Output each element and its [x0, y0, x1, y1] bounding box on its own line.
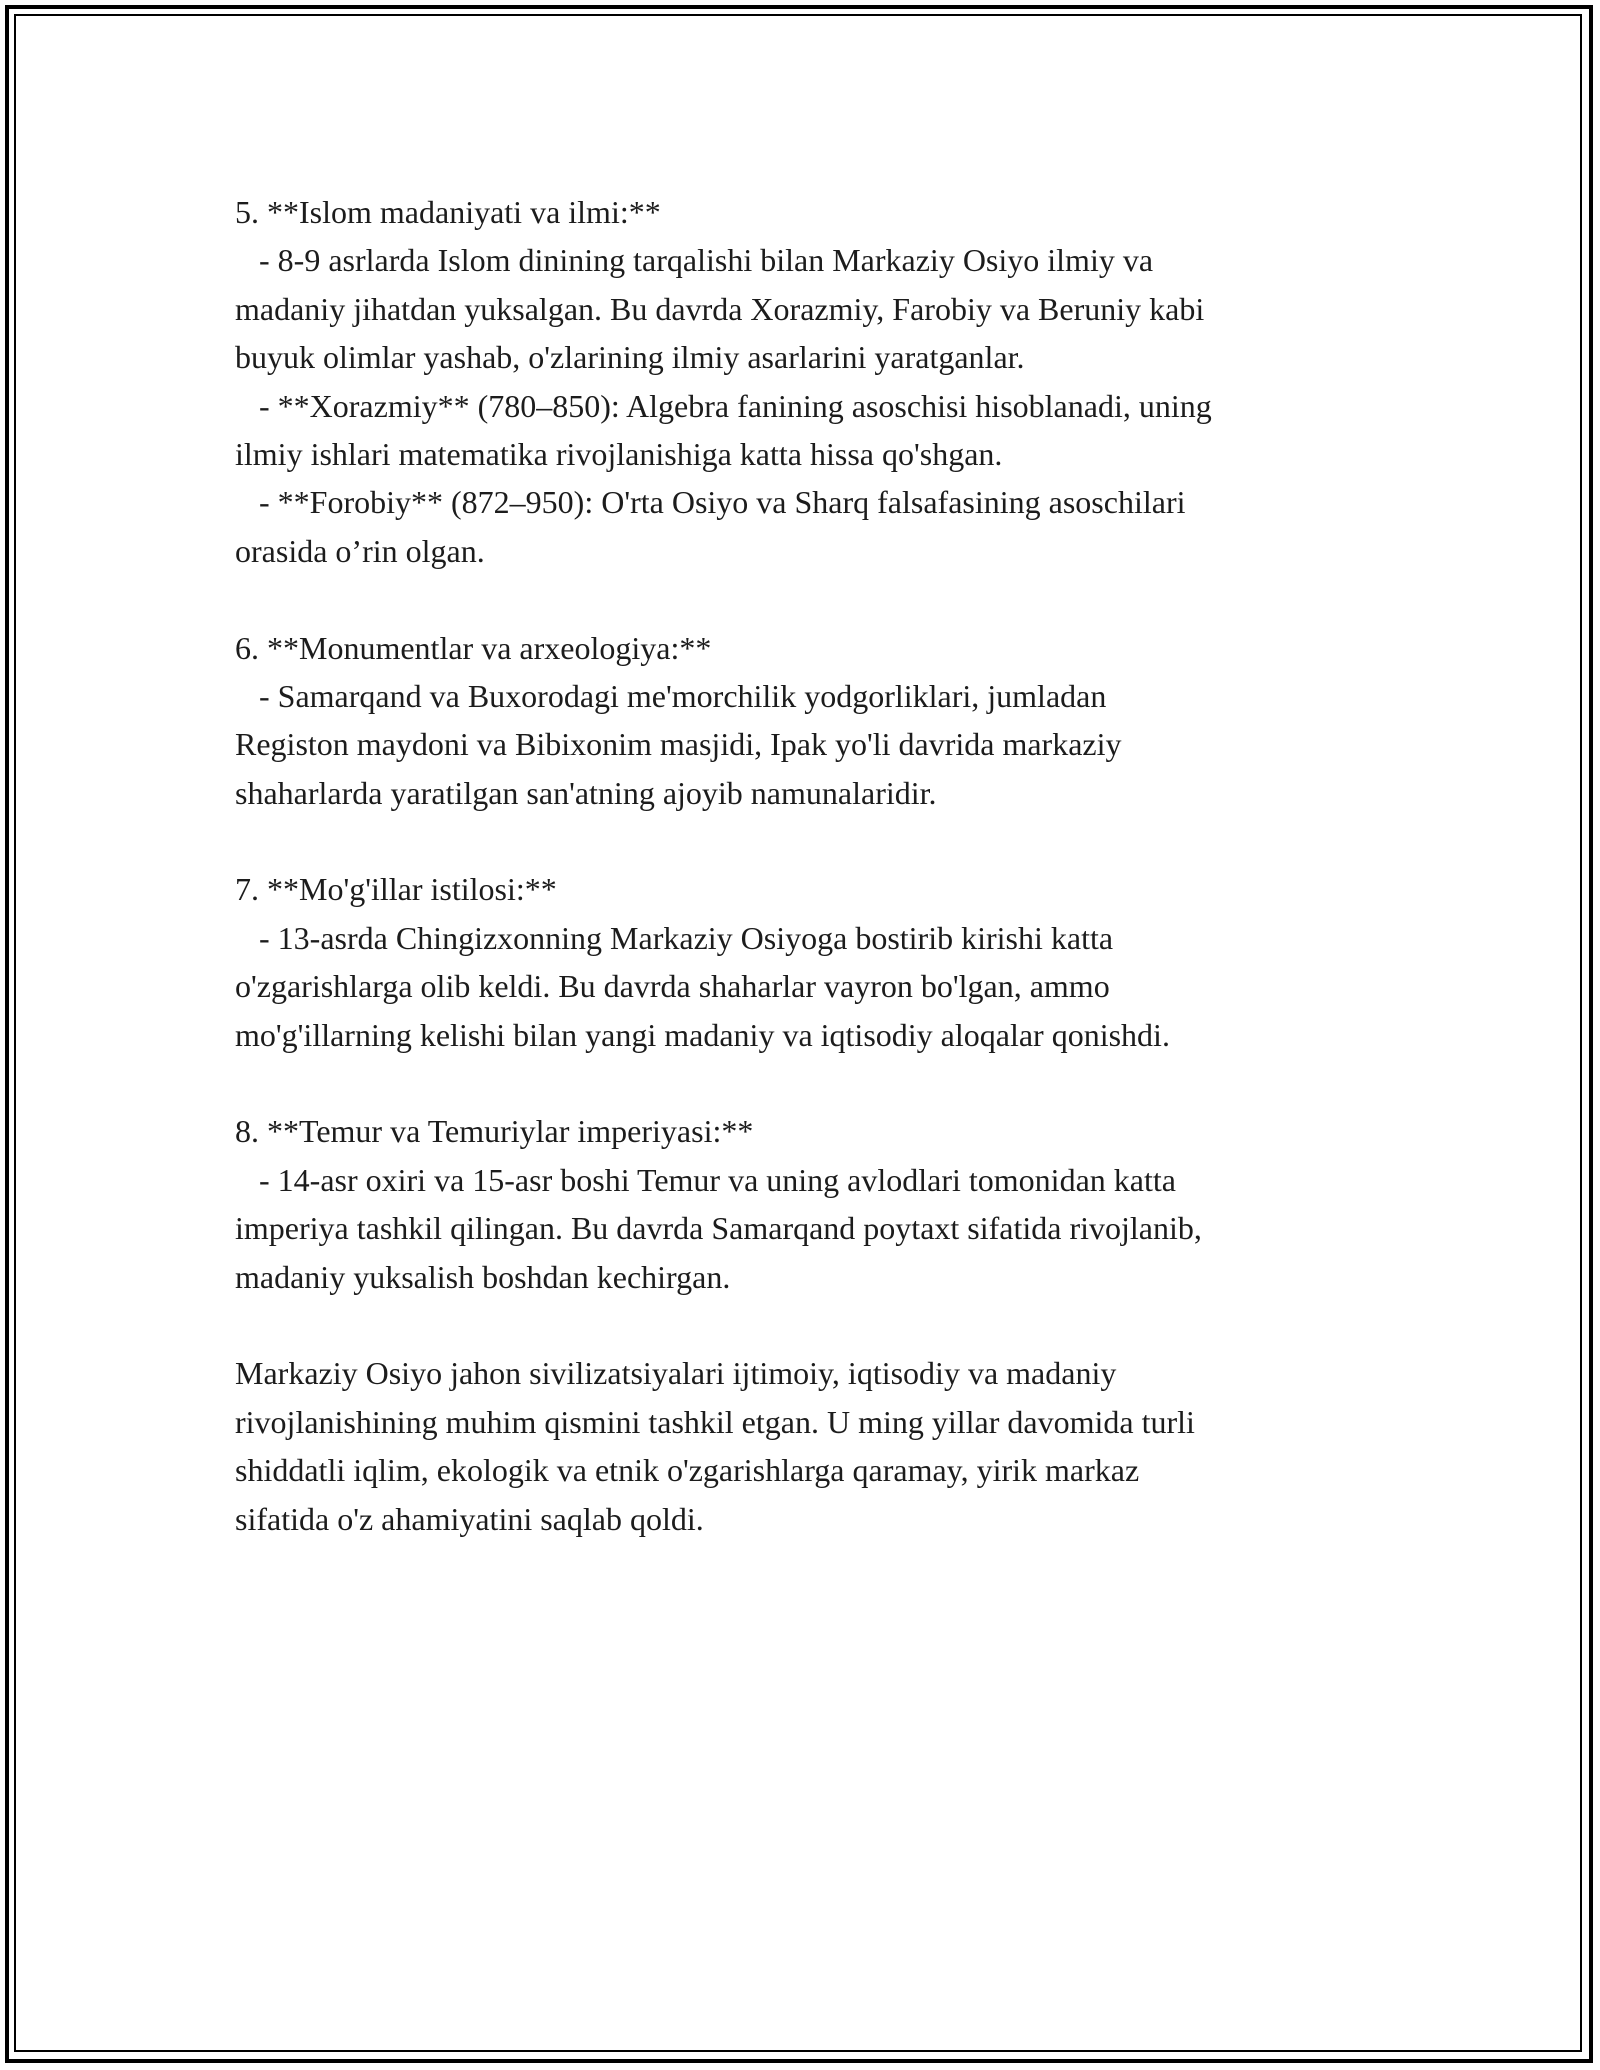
- text-line: - 14-asr oxiri va 15-asr boshi Temur va uning avlodlari tomonidan katta: [235, 1161, 1176, 1198]
- text-line: sifatida o'z ahamiyatini saqlab qoldi.: [235, 1500, 704, 1537]
- document-body: [235, 188, 1375, 1543]
- section-mogillar-istilosi: [235, 865, 1375, 1059]
- text-line: - Samarqand va Buxorodagi me'morchilik yodgorliklari, jumladan: [235, 677, 1107, 714]
- text-line: shiddatli iqlim, ekologik va etnik o'zgarishlarga qaramay, yirik markaz: [235, 1452, 1140, 1489]
- text-line: rivojlanishining muhim qismini tashkil etgan. U ming yillar davomida turli: [235, 1403, 1195, 1440]
- section-monumentlar: [235, 624, 1375, 818]
- text-line: Markaziy Osiyo jahon sivilizatsiyalari ijtimoiy, iqtisodiy va madaniy: [235, 1355, 1117, 1392]
- text-line: buyuk olimlar yashab, o'zlarining ilmiy asarlarini yaratganlar.: [235, 339, 1025, 376]
- section-temur-imperiyasi: [235, 1107, 1375, 1301]
- section-heading: 8. **Temur va Temuriylar imperiyasi:**: [235, 1113, 754, 1150]
- paragraph-gap: [235, 817, 1375, 865]
- text-line: shaharlarda yaratilgan san'atning ajoyib namunalaridir.: [235, 774, 937, 811]
- paragraph-gap: [235, 1059, 1375, 1107]
- text-line: ilmiy ishlari matematika rivojlanishiga katta hissa qo'shgan.: [235, 435, 1003, 472]
- text-line: - **Xorazmiy** (780–850): Algebra fanining asoschisi hisoblanadi, uning: [235, 387, 1212, 424]
- text-line: orasida o’rin olgan.: [235, 532, 485, 569]
- text-line: madaniy jihatdan yuksalgan. Bu davrda Xorazmiy, Farobiy va Beruniy kabi: [235, 290, 1205, 327]
- text-line: - **Forobiy** (872–950): O'rta Osiyo va Sharq falsafasining asoschilari: [235, 484, 1186, 521]
- text-line: Registon maydoni va Bibixonim masjidi, Ipak yo'li davrida markaziy: [235, 726, 1122, 763]
- text-line: o'zgarishlarga olib keldi. Bu davrda shaharlar vayron bo'lgan, ammo: [235, 968, 1110, 1005]
- text-line: - 8-9 asrlarda Islom dinining tarqalishi bilan Markaziy Osiyo ilmiy va: [235, 242, 1154, 279]
- paragraph-gap: [235, 1301, 1375, 1349]
- text-line: madaniy yuksalish boshdan kechirgan.: [235, 1258, 731, 1295]
- section-heading: 7. **Mo'g'illar istilosi:**: [235, 871, 557, 908]
- paragraph-gap: [235, 575, 1375, 623]
- section-islom-madaniyati: [235, 188, 1375, 575]
- section-heading: 5. **Islom madaniyati va ilmi:**: [235, 194, 661, 230]
- text-line: imperiya tashkil qilingan. Bu davrda Samarqand poytaxt sifatida rivojlanib,: [235, 1210, 1202, 1247]
- text-line: - 13-asrda Chingizxonning Markaziy Osiyoga bostirib kirishi katta: [235, 919, 1114, 956]
- text-line: mo'g'illarning kelishi bilan yangi madaniy va iqtisodiy aloqalar qonishdi.: [235, 1016, 1170, 1053]
- conclusion-paragraph: [235, 1349, 1375, 1543]
- section-heading: 6. **Monumentlar va arxeologiya:**: [235, 629, 712, 666]
